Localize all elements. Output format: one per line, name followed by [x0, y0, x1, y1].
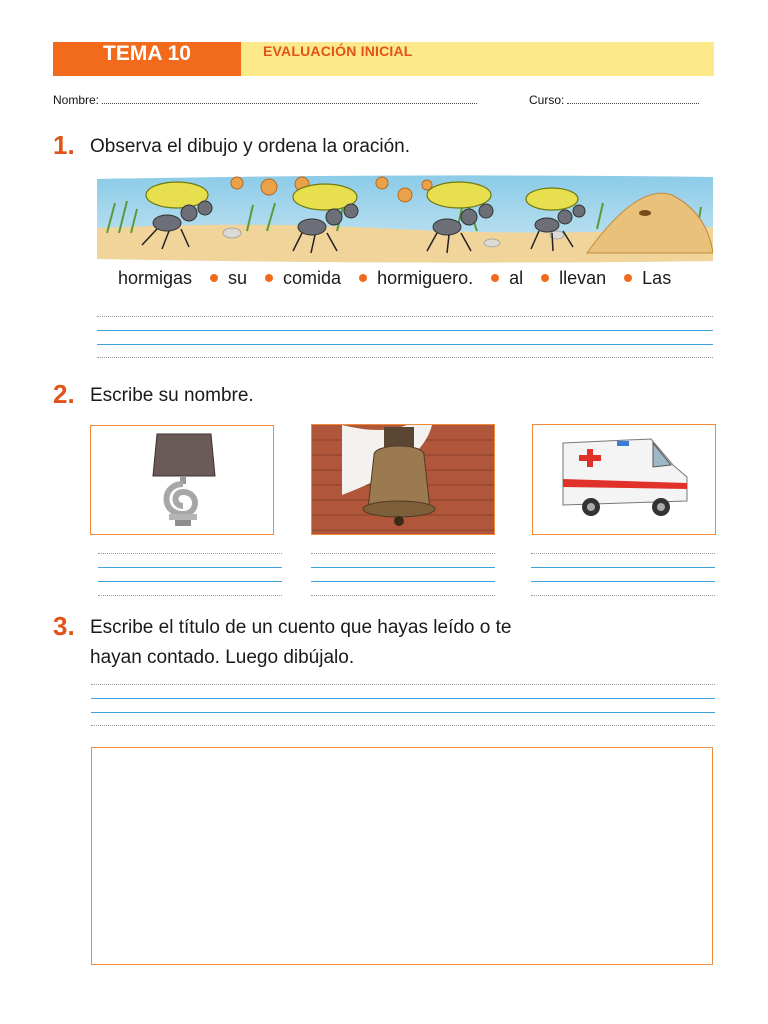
word-las: Las — [642, 268, 672, 288]
question-1-text: Observa el dibujo y ordena la oración. — [90, 136, 411, 157]
writing-line-dotted[interactable] — [97, 357, 713, 358]
writing-line-dotted[interactable] — [91, 725, 715, 726]
writing-line-blue[interactable] — [98, 567, 282, 568]
curso-line[interactable] — [567, 92, 699, 104]
word-llevan: llevan — [559, 268, 607, 288]
word-hormiguero: hormiguero. — [377, 268, 474, 288]
question-3-line-1: Escribe el título de un cuento que hayas leído o te — [90, 617, 512, 638]
word-list — [118, 268, 671, 289]
bullet — [491, 274, 499, 282]
question-3-number: 3. — [53, 611, 75, 641]
bullet — [624, 274, 632, 282]
question-3-line-2: hayan contado. Luego dibújalo. — [90, 647, 355, 668]
question-1-number: 1. — [53, 130, 75, 160]
writing-line-blue[interactable] — [97, 330, 713, 331]
nombre-line[interactable] — [102, 92, 477, 104]
word-su: su — [228, 268, 248, 288]
writing-line-blue[interactable] — [311, 581, 495, 582]
writing-line-dotted[interactable] — [531, 595, 715, 596]
ants-illustration — [97, 173, 713, 265]
writing-line-dotted[interactable] — [311, 595, 495, 596]
writing-line-dotted[interactable] — [98, 595, 282, 596]
writing-line-dotted[interactable] — [311, 553, 495, 554]
word-comida: comida — [283, 268, 342, 288]
evaluation-title: EVALUACIÓN INICIAL — [263, 43, 413, 59]
word-al: al — [509, 268, 524, 288]
question-2-text: Escribe su nombre. — [90, 385, 254, 406]
ambulance-icon — [533, 425, 716, 535]
tema-label: TEMA 10 — [53, 42, 241, 76]
question-2-number: 2. — [53, 379, 75, 409]
lamp-image — [90, 425, 274, 535]
nombre-field — [53, 92, 477, 107]
bell-image — [311, 424, 495, 535]
bullet — [541, 274, 549, 282]
writing-line-dotted[interactable] — [531, 553, 715, 554]
drawing-area[interactable] — [91, 747, 713, 965]
writing-line-dotted[interactable] — [97, 316, 713, 317]
bullet — [265, 274, 273, 282]
writing-line-blue[interactable] — [531, 581, 715, 582]
nombre-label: Nombre: — [53, 93, 100, 107]
bullet — [210, 274, 218, 282]
curso-label: Curso: — [529, 93, 565, 107]
bullet — [359, 274, 367, 282]
writing-line-blue[interactable] — [91, 698, 715, 699]
writing-line-blue[interactable] — [311, 567, 495, 568]
lamp-icon — [91, 426, 274, 535]
writing-line-blue[interactable] — [98, 581, 282, 582]
writing-line-blue[interactable] — [91, 712, 715, 713]
writing-line-dotted[interactable] — [91, 684, 715, 685]
ambulance-image — [532, 424, 716, 535]
word-hormigas: hormigas — [118, 268, 193, 288]
curso-field — [529, 92, 699, 107]
question-3-text — [90, 613, 511, 673]
bell-icon — [312, 425, 495, 535]
writing-line-blue[interactable] — [531, 567, 715, 568]
writing-line-blue[interactable] — [97, 344, 713, 345]
writing-line-dotted[interactable] — [98, 553, 282, 554]
